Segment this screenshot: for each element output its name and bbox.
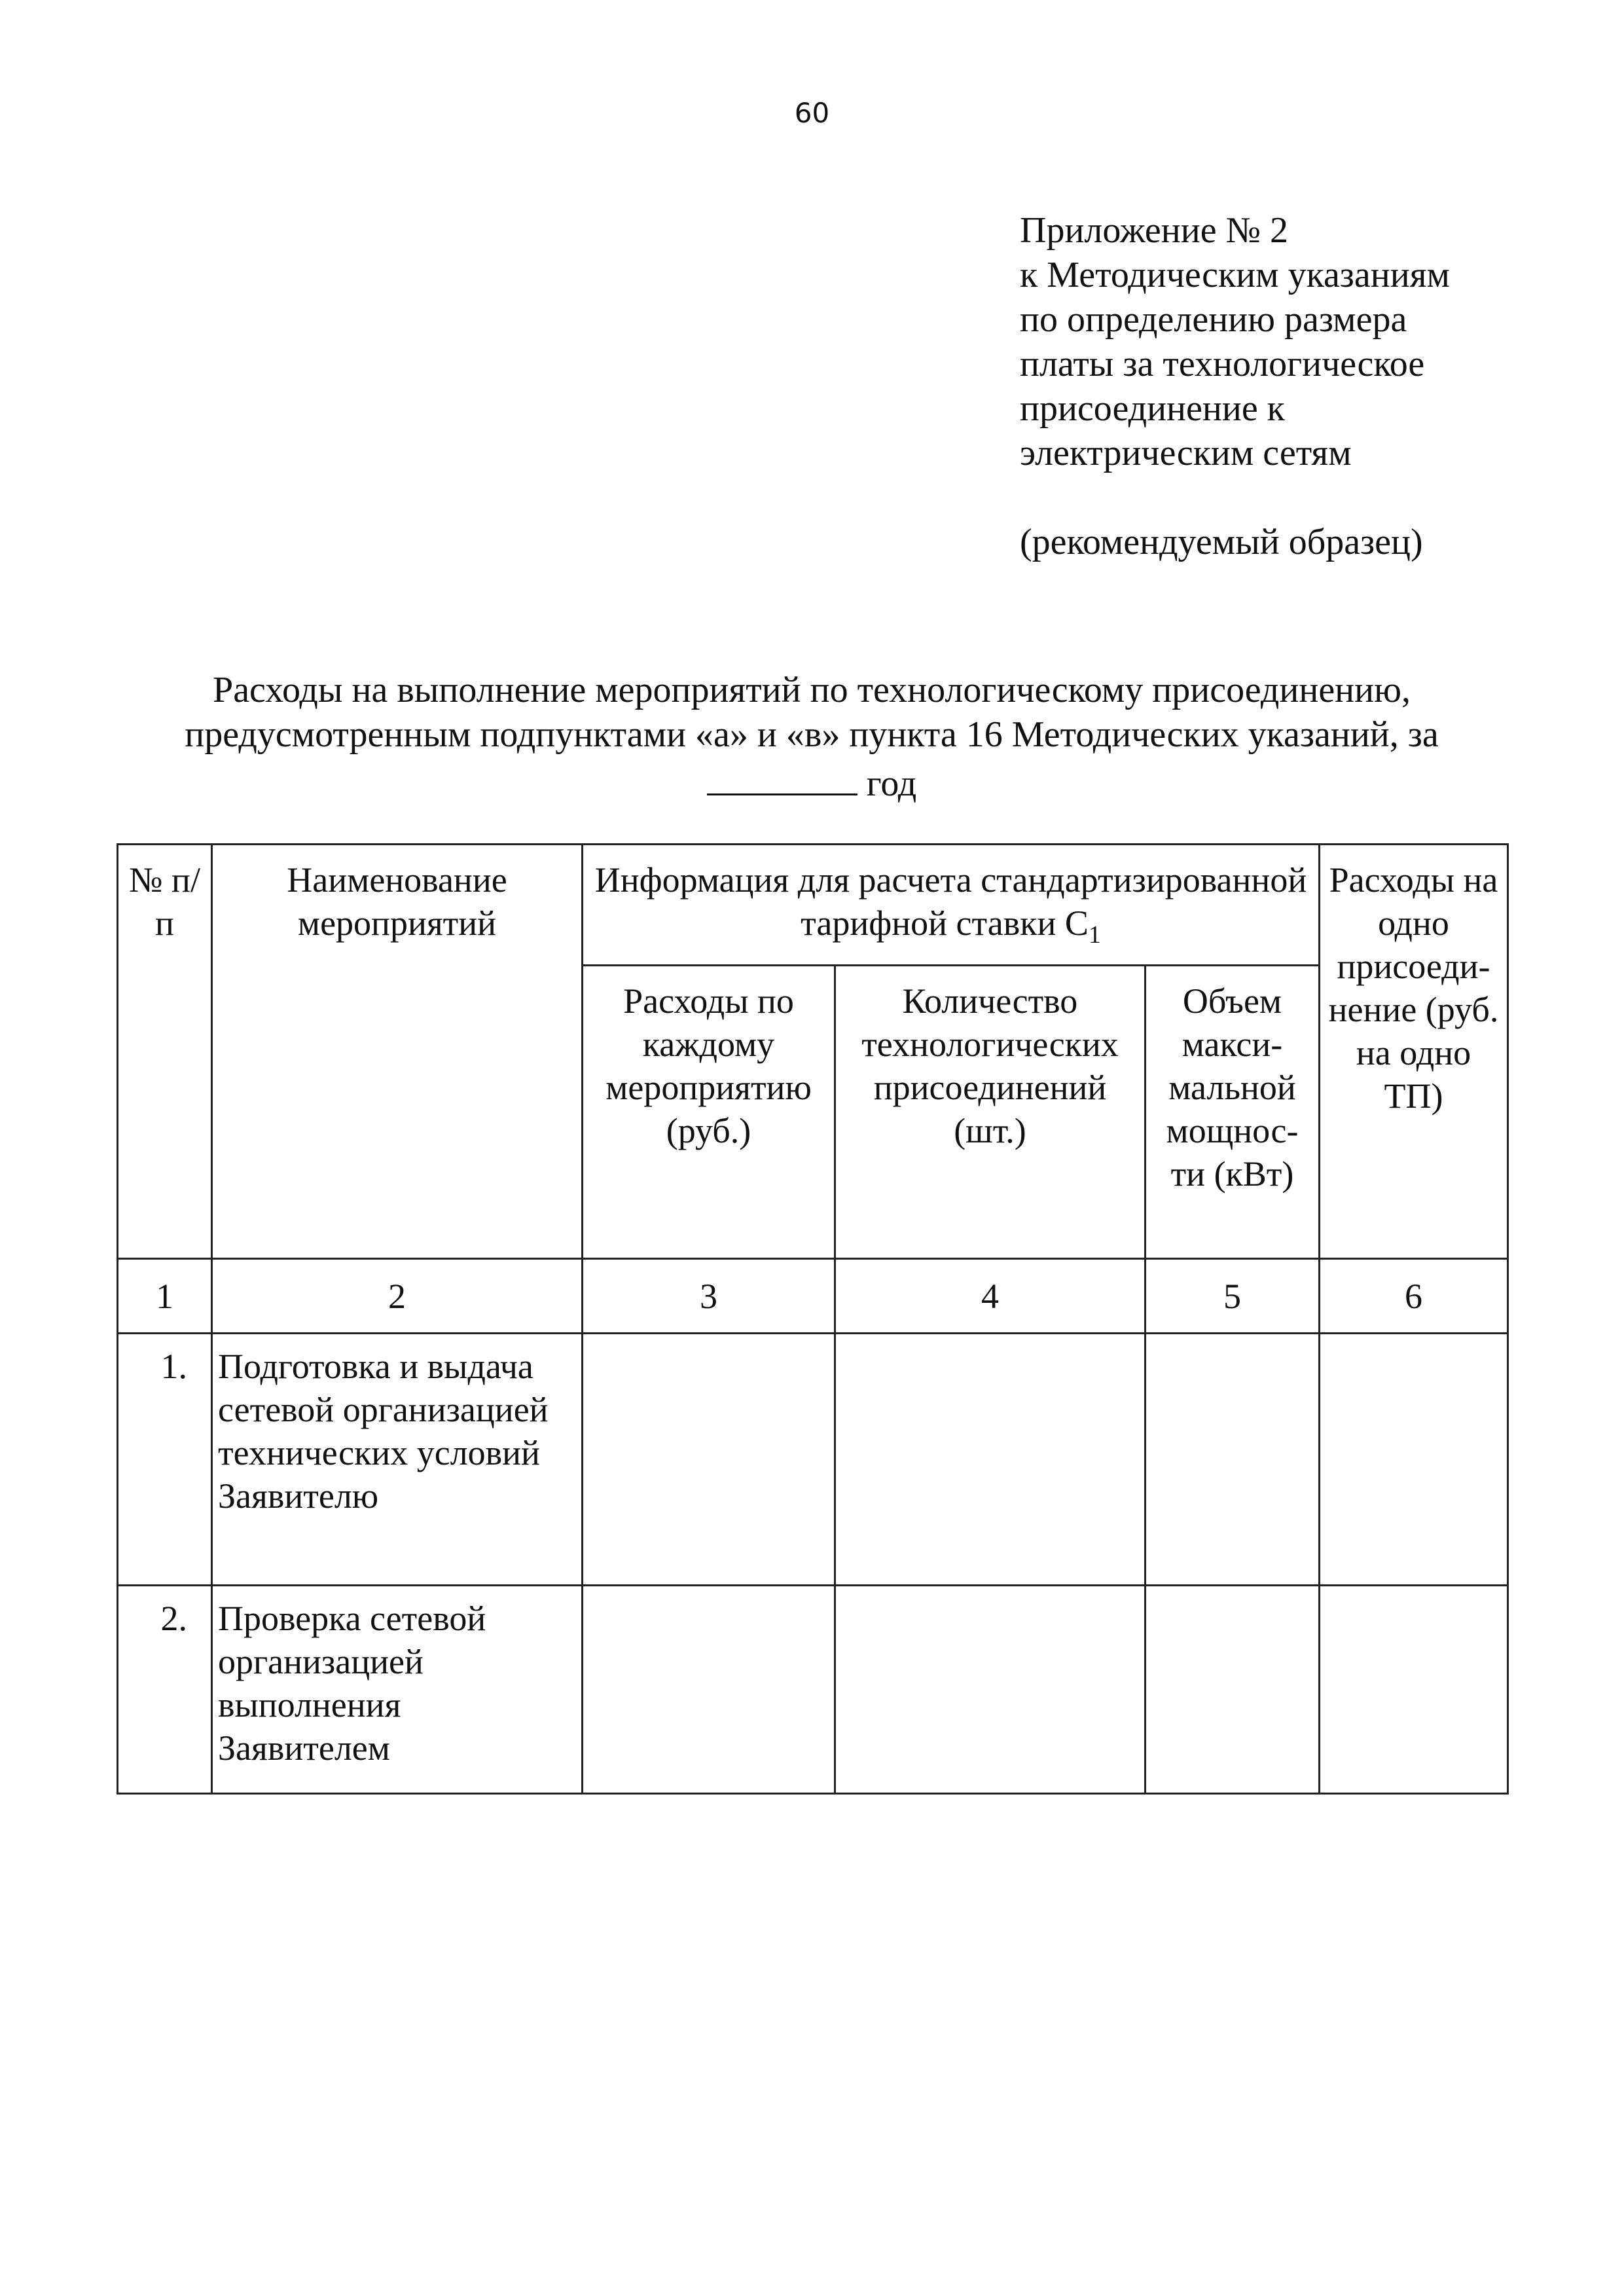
column-number: 4 [835, 1259, 1146, 1334]
year-word: год [866, 763, 917, 804]
header-cost-per-activity: Расходы по каждому мероприятию (руб.) [583, 966, 835, 1259]
row-number: 1. [118, 1334, 212, 1586]
appendix-line: присоединение к [1020, 388, 1285, 429]
row-number: 2. [118, 1586, 212, 1794]
header-connections-count: Количество технологических присоединений (шт.) [835, 966, 1146, 1259]
appendix-line: платы за технологическое [1020, 344, 1425, 384]
appendix-line: к Методическим указаниям [1020, 255, 1450, 295]
count-cell[interactable] [835, 1334, 1146, 1586]
cost-cell[interactable] [583, 1334, 835, 1586]
column-number: 6 [1320, 1259, 1508, 1334]
power-cell[interactable] [1146, 1586, 1320, 1794]
header-info-text: Информация для расчета стандартизированной тарифной ставки С [594, 860, 1307, 943]
header-info-subscript: 1 [1088, 920, 1101, 949]
power-cell[interactable] [1146, 1334, 1320, 1586]
recommended-sample-note: (рекомендуемый образец) [1020, 522, 1423, 562]
header-activity-name: Наименование мероприятий [212, 845, 583, 1259]
expenses-table [117, 843, 1509, 1795]
header-max-power: Объем макси-мальной мощнос-ти (кВт) [1146, 966, 1320, 1259]
appendix-line: Приложение № 2 [1020, 210, 1288, 251]
activity-name: Проверка сетевой организацией выполнения Заявителем [212, 1586, 583, 1794]
per-connection-cell[interactable] [1320, 1586, 1508, 1794]
column-number: 5 [1146, 1259, 1320, 1334]
appendix-line: по определению размера [1020, 299, 1407, 340]
title-line-3 [98, 757, 1525, 806]
activity-name: Подготовка и выдача сетевой организацией технических условий Заявителю [212, 1334, 583, 1586]
count-cell[interactable] [835, 1586, 1146, 1794]
header-cost-per-connection: Расходы на одно присоеди-нение (руб. на одно ТП) [1320, 845, 1508, 1259]
table-row [118, 1334, 1508, 1586]
column-number: 2 [212, 1259, 583, 1334]
year-blank-field[interactable] [707, 757, 857, 795]
document-title [98, 668, 1525, 806]
title-line-2: предусмотренным подпунктами «а» и «в» пункта 16 Методических указаний, за [185, 714, 1439, 755]
column-number: 1 [118, 1259, 212, 1334]
header-info-group [583, 845, 1320, 966]
per-connection-cell[interactable] [1320, 1334, 1508, 1586]
appendix-header [1020, 208, 1583, 564]
table-row [118, 1586, 1508, 1794]
title-line-1: Расходы на выполнение мероприятий по технологическому присоединению, [213, 670, 1411, 710]
column-number: 3 [583, 1259, 835, 1334]
page-number: 60 [794, 97, 830, 129]
header-number: № п/п [118, 845, 212, 1259]
cost-cell[interactable] [583, 1586, 835, 1794]
appendix-line: электрическим сетям [1020, 433, 1352, 473]
